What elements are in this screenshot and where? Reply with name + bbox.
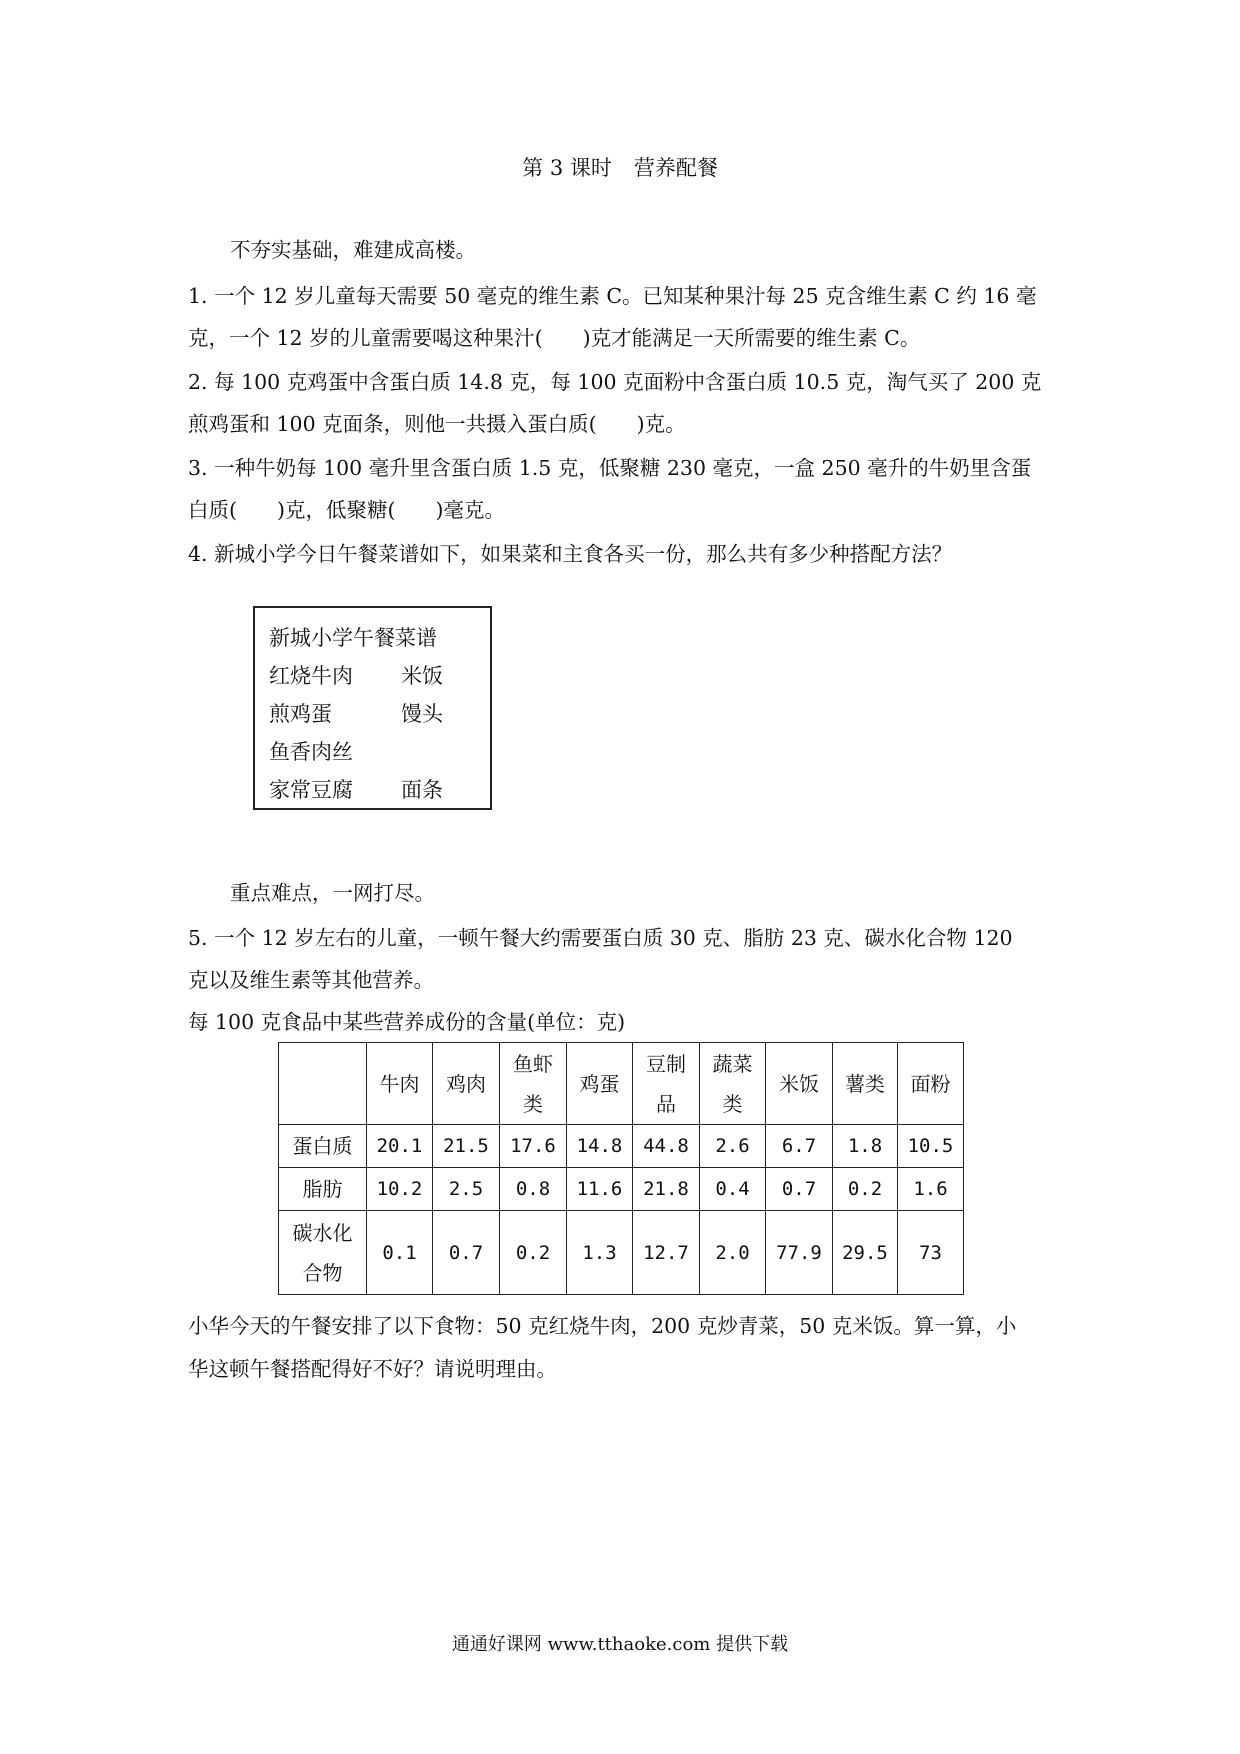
question-1-line-2 [188,324,920,352]
table-cell: 1.8 [833,1125,898,1168]
question-3-line-2 [188,496,505,524]
menu-dish: 鱼香肉丝 [269,740,353,764]
question-3-line-1: 3. 一种牛奶每 100 毫升里含蛋白质 1.5 克，低聚糖 230 毫克，一盒 250 毫升的牛奶里含蛋 [188,456,1032,480]
table-cell: 6.7 [766,1125,833,1168]
question-1-text-a: 克，一个 12 岁的儿童需要喝这种果汁( [188,326,543,350]
table-row [279,1125,964,1168]
table-cell: 44.8 [633,1125,700,1168]
nutrition-table [278,1042,964,1295]
question-1-line-1: 1. 一个 12 岁儿童每天需要 50 毫克的维生素 C。已知某种果汁每 25 克含维生素 C 约 16 毫 [188,284,1037,308]
column-header: 米饭 [766,1043,833,1125]
table-cell: 73 [898,1211,964,1295]
question-2-line-2 [188,410,686,438]
table-cell: 29.5 [833,1211,898,1295]
table-cell: 1.6 [898,1168,964,1211]
menu-row [269,698,484,728]
row-header: 碳水化 合物 [279,1211,367,1295]
column-header: 鱼虾 类 [500,1043,567,1125]
question-5-line-1: 5. 一个 12 岁左右的儿童，一顿午餐大约需要蛋白质 30 克、脂肪 23 克、碳水化合物 120 [188,926,1013,950]
table-cell: 20.1 [367,1125,433,1168]
table-cell: 14.8 [567,1125,633,1168]
column-header: 蔬菜 类 [700,1043,766,1125]
question-3-text-a: 白质( [188,498,237,522]
menu-row [269,736,484,766]
column-header: 鸡肉 [433,1043,500,1125]
table-cell: 17.6 [500,1125,567,1168]
table-cell: 0.7 [433,1211,500,1295]
menu-staple: 面条 [401,778,443,802]
question-3-text-c: )毫克。 [435,498,505,522]
row-header: 脂肪 [279,1168,367,1211]
table-caption: 每 100 克食品中某些营养成份的含量(单位：克) [188,1010,626,1034]
page-footer: 通通好课网 www.tthaoke.com 提供下载 [451,1634,789,1655]
question-4: 4. 新城小学今日午餐菜谱如下，如果菜和主食各买一份，那么共有多少种搭配方法？ [188,542,953,566]
lesson-topic: 营养配餐 [633,156,718,180]
table-cell: 12.7 [633,1211,700,1295]
table-header-row [279,1043,964,1125]
table-cell: 2.6 [700,1125,766,1168]
question-2-line-1: 2. 每 100 克鸡蛋中含蛋白质 14.8 克，每 100 克面粉中含蛋白质 10.5 克，淘气买了 200 克 [188,370,1042,394]
column-header: 面粉 [898,1043,964,1125]
question-5-line-2: 克以及维生素等其他营养。 [188,968,434,992]
question-5-conclusion-line-1: 小华今天的午餐安排了以下食物：50 克红烧牛肉，200 克炒青菜，50 克米饭。算一算，小 [188,1314,1017,1338]
lesson-number: 第 3 课时 [522,156,612,180]
table-cell: 0.4 [700,1168,766,1211]
table-corner-cell [279,1043,367,1125]
table-cell: 0.2 [833,1168,898,1211]
column-header: 牛肉 [367,1043,433,1125]
question-5-conclusion-line-2: 华这顿午餐搭配得好不好？请说明理由。 [188,1357,557,1381]
table-row [279,1211,964,1295]
table-cell: 21.5 [433,1125,500,1168]
table-cell: 2.5 [433,1168,500,1211]
table-cell: 0.7 [766,1168,833,1211]
table-cell: 1.3 [567,1211,633,1295]
menu-staple: 米饭 [401,664,443,688]
menu-title: 新城小学午餐菜谱 [269,626,437,650]
menu-staple: 馒头 [401,702,443,726]
table-cell: 0.1 [367,1211,433,1295]
table-row [279,1168,964,1211]
table-cell: 21.8 [633,1168,700,1211]
page-title [0,152,1240,182]
lunch-menu-box [253,606,492,810]
row-header: 蛋白质 [279,1125,367,1168]
column-header: 薯类 [833,1043,898,1125]
section-heading-basics: 不夯实基础，难建成高楼。 [230,238,476,262]
table-cell: 10.2 [367,1168,433,1211]
menu-dish: 家常豆腐 [269,778,353,802]
question-2-text-b: )克。 [636,412,686,436]
menu-row [269,660,484,690]
table-cell: 0.2 [500,1211,567,1295]
question-2-text-a: 煎鸡蛋和 100 克面条，则他一共摄入蛋白质( [188,412,597,436]
table-cell: 0.8 [500,1168,567,1211]
table-cell: 11.6 [567,1168,633,1211]
menu-row [269,774,484,804]
table-cell: 10.5 [898,1125,964,1168]
menu-dish: 煎鸡蛋 [269,702,332,726]
table-cell: 2.0 [700,1211,766,1295]
question-3-text-b: )克，低聚糖( [277,498,396,522]
column-header: 豆制 品 [633,1043,700,1125]
column-header: 鸡蛋 [567,1043,633,1125]
question-1-text-b: )克才能满足一天所需要的维生素 C。 [582,326,921,350]
section-heading-key-points: 重点难点，一网打尽。 [230,881,435,905]
table-cell: 77.9 [766,1211,833,1295]
menu-dish: 红烧牛肉 [269,664,353,688]
